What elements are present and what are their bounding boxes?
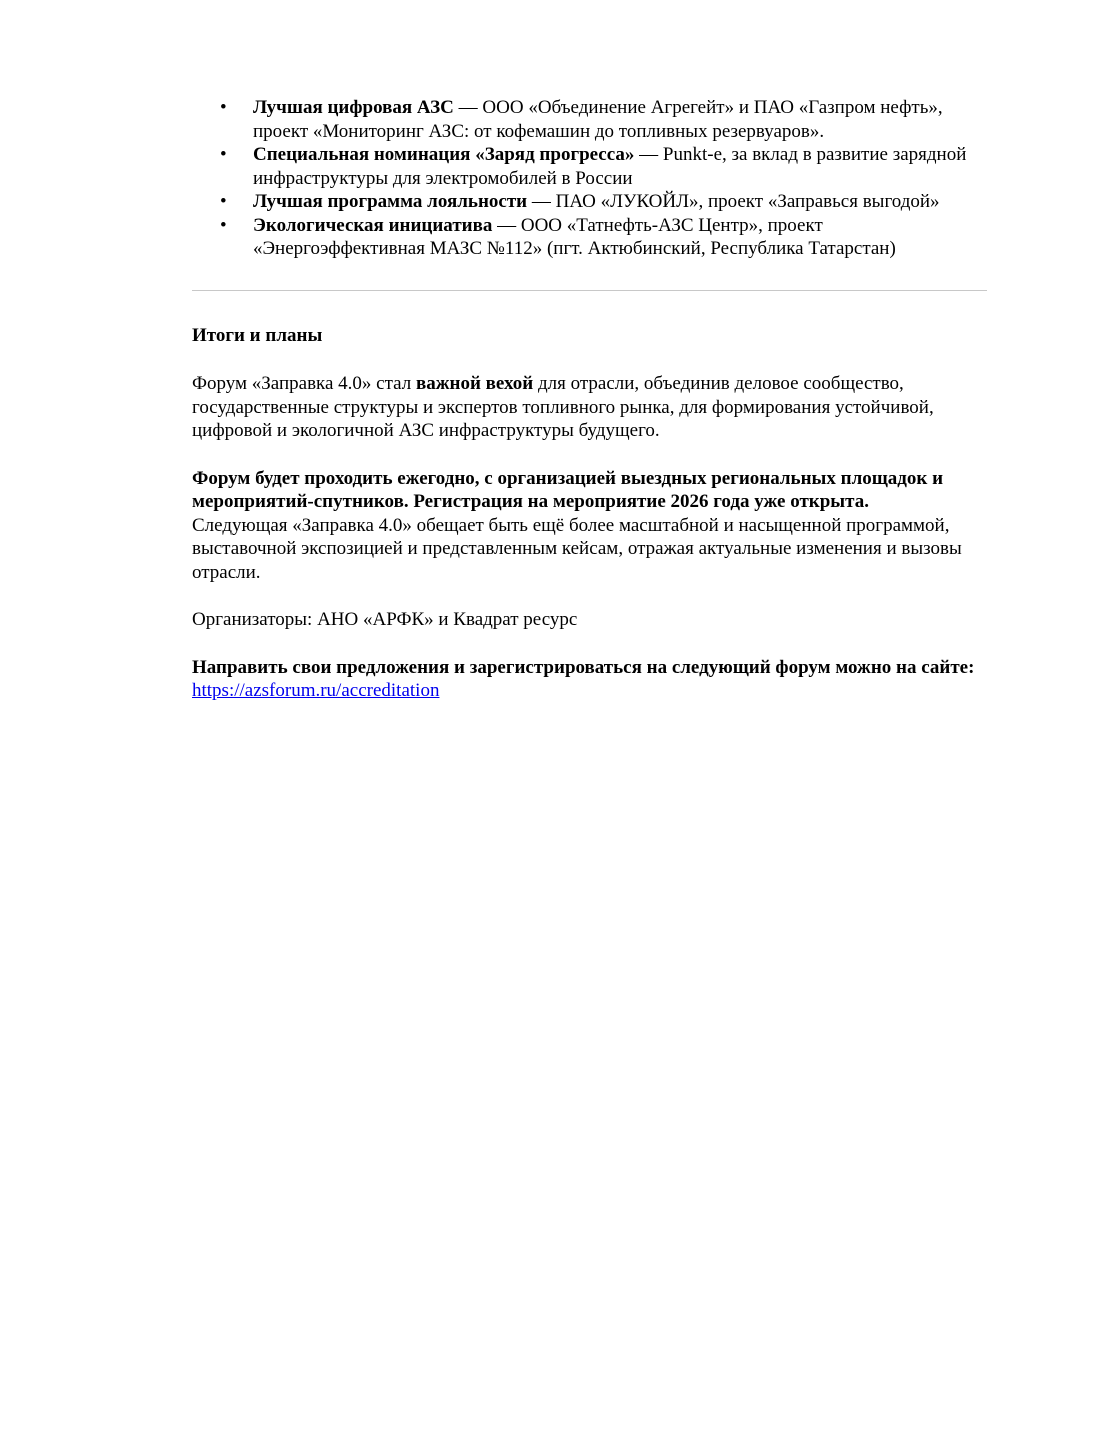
award-item	[220, 96, 987, 143]
summary-paragraph	[192, 372, 987, 443]
section-divider	[192, 290, 987, 291]
award-item	[220, 143, 987, 190]
organizers-line: Организаторы: АНО «АРФК» и Квадрат ресурс	[192, 609, 578, 630]
next-forum-paragraph: Следующая «Заправка 4.0» обещает быть ещё более масштабной и насыщенной программой, выставочной экспозицией и представленным кейсам, отражая актуальные изменения и вызовы отрасли.	[192, 514, 962, 583]
summary-text-end: для отрасли, объединив деловое сообщество, государственные структуры и экспертов топливного рынка, для формирования устойчивой, цифровой и экологичной АЗС инфраструктуры будущего.	[192, 373, 934, 441]
awards-list	[192, 96, 987, 261]
award-text: — ООО «Объединение Агрегейт» и ПАО «Газпром нефть», проект «Мониторинг АЗС: от кофемашин до топливных резервуаров».	[253, 97, 943, 142]
bullet: •	[220, 214, 227, 236]
award-text: — ПАО «ЛУКОЙЛ», проект «Заправься выгодой»	[527, 191, 940, 212]
summary-emphasis: важной вехой	[415, 373, 534, 394]
annual-forum-note: Форум будет проходить ежегодно, с организацией выездных региональных площадок и мероприятий-спутников. Регистрация на мероприятие 2026 года уже открыта.	[192, 467, 944, 512]
section-heading: Итоги и планы	[192, 324, 323, 346]
award-title: Лучшая цифровая АЗС	[253, 97, 454, 118]
summary-text-start: Форум «Заправка 4.0» стал	[192, 373, 416, 394]
cta-text: Направить свои предложения и зарегистрироваться на следующий форум можно на сайте:	[192, 656, 975, 678]
call-to-action	[192, 656, 987, 703]
bullet: •	[220, 97, 227, 118]
award-item	[220, 190, 987, 214]
award-item	[220, 214, 987, 261]
document-page	[192, 96, 987, 703]
bullet: •	[220, 191, 227, 212]
award-title: Лучшая программа лояльности	[253, 191, 528, 212]
award-text: — ООО «Татнефть-АЗС Центр», проект «Энергоэффективная МАЗС №112» (пгт. Актюбинский, Республика Татарстан)	[253, 214, 896, 259]
award-text: — Punkt-e, за вклад в развитие зарядной инфраструктуры для электромобилей в России	[253, 144, 967, 189]
bullet: •	[220, 144, 227, 165]
award-title: Специальная номинация «Заряд прогресса»	[253, 144, 635, 165]
accreditation-link[interactable]: https://azsforum.ru/accreditation	[192, 680, 440, 701]
award-title: Экологическая инициатива	[253, 214, 493, 236]
